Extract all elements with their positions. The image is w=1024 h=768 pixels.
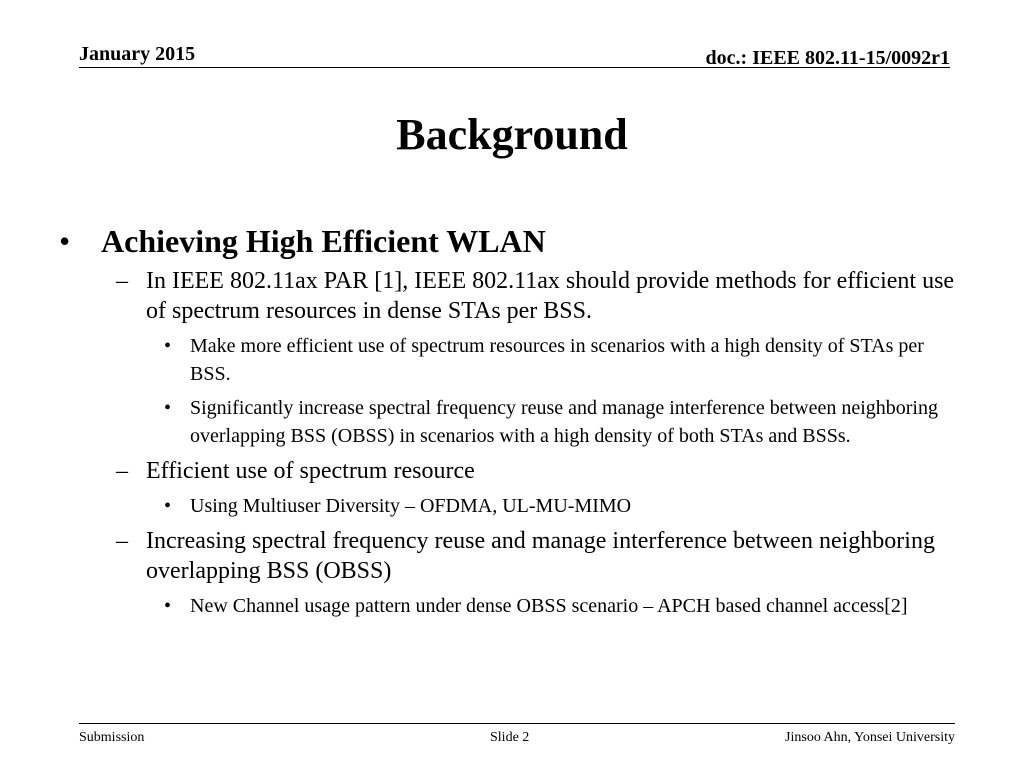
dash-icon: – xyxy=(116,268,128,294)
bullet-text: In IEEE 802.11ax PAR [1], IEEE 802.11ax should provide methods for efficient use of spectrum resources in dense STAs per BSS. xyxy=(146,268,955,324)
bullet-level3 xyxy=(146,332,966,388)
bullet-text: Make more efficient use of spectrum resources in scenarios with a high density of STAs per BSS. xyxy=(190,335,924,385)
footer-submission: Submission xyxy=(79,730,145,745)
bullet-level3 xyxy=(146,592,966,620)
bullet-dot-icon: • xyxy=(164,335,172,357)
bullet-text: Achieving High Efficient WLAN xyxy=(101,223,546,259)
bullet-dot-icon: • xyxy=(164,397,172,419)
bullet-level2 xyxy=(101,526,966,586)
bullet-dot-icon: • xyxy=(59,223,71,259)
bullet-dot-icon: • xyxy=(164,595,172,617)
bullet-text: Efficient use of spectrum resource xyxy=(146,458,475,484)
header-date: January 2015 xyxy=(79,43,196,65)
footer-divider xyxy=(79,723,955,724)
dash-icon: – xyxy=(116,528,128,554)
footer-slide-number: Slide 2 xyxy=(490,730,530,745)
bullet-text: New Channel usage pattern under dense OBSS scenario – APCH based channel access[2] xyxy=(190,595,908,617)
header-divider xyxy=(79,67,950,68)
bullet-text: Using Multiuser Diversity – OFDMA, UL-MU-MIMO xyxy=(190,495,632,517)
bullet-level3 xyxy=(146,492,966,520)
header-doc-id: doc.: IEEE 802.11-15/0092r1 xyxy=(705,47,950,69)
bullet-level3 xyxy=(146,394,966,450)
slide-title: Background xyxy=(396,110,628,159)
bullet-text: Increasing spectral frequency reuse and manage interference between neighboring overlapping BSS (OBSS) xyxy=(146,528,935,584)
bullet-text: Significantly increase spectral frequency reuse and manage interference between neighboring overlapping BSS (OBSS) in scenarios with a high density of both STAs and BSSs. xyxy=(190,397,938,447)
bullet-level1 xyxy=(56,222,966,260)
slide-content xyxy=(56,222,966,620)
bullet-level2 xyxy=(101,456,966,486)
bullet-dot-icon: • xyxy=(164,495,172,517)
footer-author: Jinsoo Ahn, Yonsei University xyxy=(785,730,955,745)
dash-icon: – xyxy=(116,458,128,484)
bullet-level2 xyxy=(101,266,966,326)
